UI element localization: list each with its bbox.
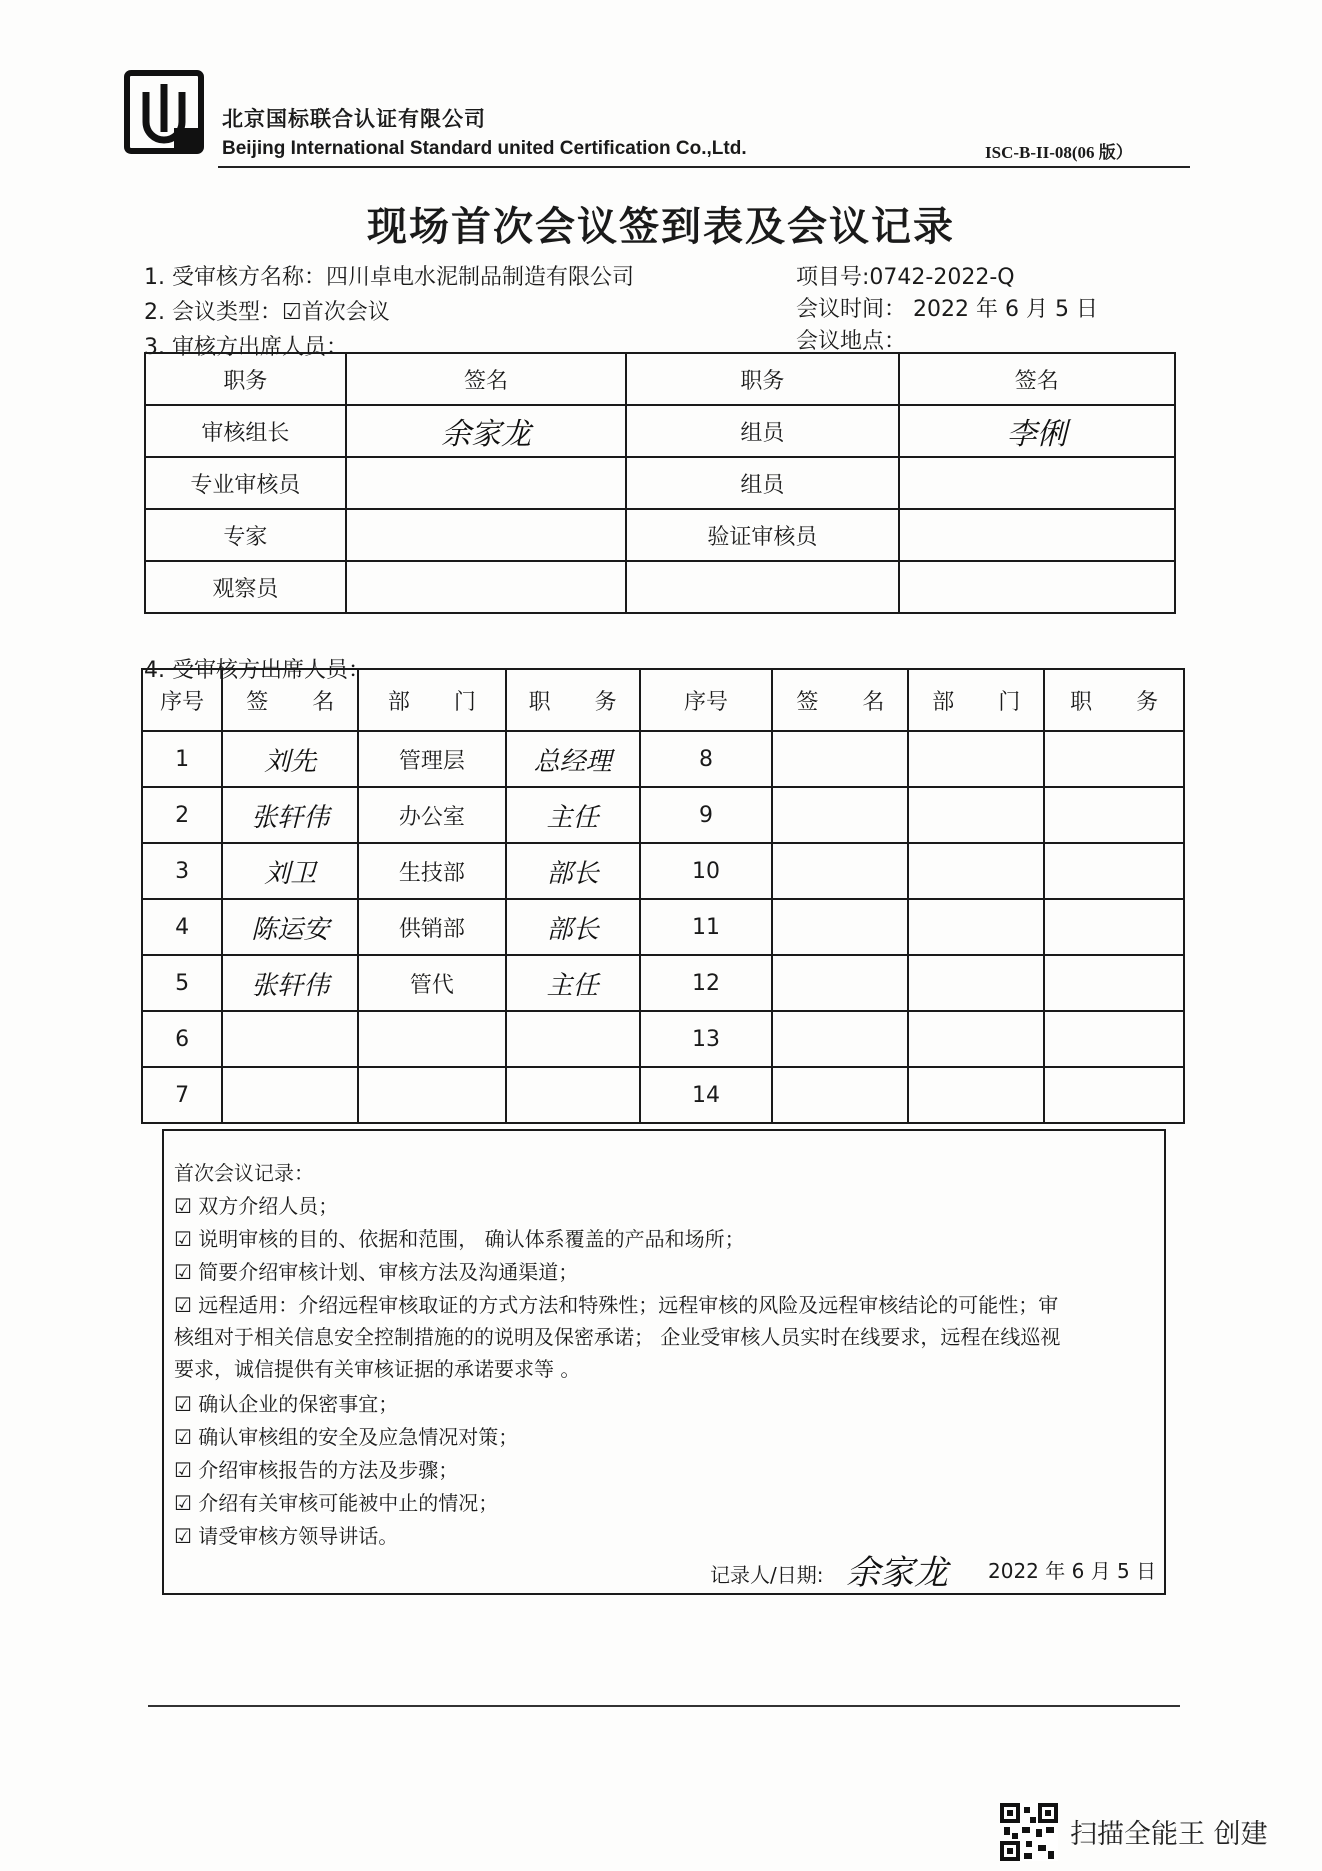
row-number: 2 — [142, 787, 222, 843]
meeting-type: 2. 会议类型：☑首次会议 — [144, 300, 390, 325]
meeting-notes-box — [162, 1129, 1166, 1595]
role-cell — [626, 561, 898, 613]
row-number: 12 — [640, 955, 773, 1011]
signature-cell — [899, 509, 1175, 561]
notes-item: 核组对于相关信息安全控制措施的的说明及保密承诺； 企业受审核人员实时在线要求，远程在线巡视 — [174, 1325, 1061, 1349]
table-row — [142, 731, 1184, 787]
row-number: 9 — [640, 787, 773, 843]
department-cell: 生技部 — [358, 843, 506, 899]
row-number: 11 — [640, 899, 773, 955]
row-number: 8 — [640, 731, 773, 787]
table-row — [142, 1067, 1184, 1123]
position-cell: 主任 — [506, 787, 640, 843]
auditor-attendance-table — [144, 352, 1176, 614]
row-number: 3 — [142, 843, 222, 899]
page-title: 现场首次会议签到表及会议记录 — [367, 204, 955, 250]
notes-item: ☑ 简要介绍审核计划、审核方法及沟通渠道； — [174, 1260, 579, 1284]
project-number: 项目号:0742-2022-Q — [796, 265, 1015, 290]
table-row — [145, 561, 1175, 613]
notes-item: ☑ 说明审核的目的、依据和范围， 确认体系覆盖的产品和场所； — [174, 1227, 745, 1251]
position-cell: 主任 — [506, 955, 640, 1011]
row-number: 13 — [640, 1011, 773, 1067]
signature-cell — [772, 787, 908, 843]
header-cell: 签名 — [899, 353, 1175, 405]
department-cell — [358, 1011, 506, 1067]
signature-cell: 张轩伟 — [222, 955, 358, 1011]
department-cell: 办公室 — [358, 787, 506, 843]
position-cell: 总经理 — [506, 731, 640, 787]
position-cell — [1044, 955, 1184, 1011]
notes-title: 首次会议记录： — [174, 1161, 314, 1185]
row-number: 10 — [640, 843, 773, 899]
document-code: ISC-B-II-08(06 版） — [985, 143, 1133, 162]
footer-divider — [148, 1705, 1180, 1707]
header-cell: 职 务 — [506, 669, 640, 731]
audited-party: 1. 受审核方名称：四川卓电水泥制品制造有限公司 — [144, 265, 634, 290]
signature-cell — [772, 731, 908, 787]
header-cell: 序号 — [142, 669, 222, 731]
department-cell: 管理层 — [358, 731, 506, 787]
signature-cell — [772, 955, 908, 1011]
department-cell — [358, 1067, 506, 1123]
table-row — [142, 899, 1184, 955]
department-cell — [908, 955, 1044, 1011]
table-row — [145, 509, 1175, 561]
recorder-label: 记录人/日期: — [710, 1563, 824, 1587]
table-row — [145, 405, 1175, 457]
signature-cell — [346, 509, 626, 561]
meeting-time: 会议时间： 2022 年 6 月 5 日 — [796, 297, 1098, 322]
scanner-watermark: 扫描全能王 创建 — [1070, 1819, 1268, 1850]
role-cell: 组员 — [626, 405, 898, 457]
header-cell: 部 门 — [358, 669, 506, 731]
row-number: 6 — [142, 1011, 222, 1067]
signature-cell — [772, 1011, 908, 1067]
signature-cell — [899, 457, 1175, 509]
role-cell: 组员 — [626, 457, 898, 509]
department-cell — [908, 787, 1044, 843]
header-cell: 职务 — [626, 353, 898, 405]
department-cell — [908, 843, 1044, 899]
notes-item: ☑ 确认审核组的安全及应急情况对策； — [174, 1425, 519, 1449]
meeting-place: 会议地点： — [796, 329, 907, 354]
signature-cell — [222, 1067, 358, 1123]
role-cell: 审核组长 — [145, 405, 346, 457]
recorder-date: 2022 年 6 月 5 日 — [988, 1559, 1157, 1583]
header-divider — [218, 166, 1190, 168]
notes-item: 要求，诚信提供有关审核证据的承诺要求等 。 — [174, 1357, 581, 1381]
signature-cell: 陈运安 — [222, 899, 358, 955]
department-cell: 管代 — [358, 955, 506, 1011]
department-cell — [908, 899, 1044, 955]
position-cell — [1044, 787, 1184, 843]
header-cell: 部 门 — [908, 669, 1044, 731]
signature-cell: 李俐 — [899, 405, 1175, 457]
role-cell: 观察员 — [145, 561, 346, 613]
role-cell: 专业审核员 — [145, 457, 346, 509]
qr-code-icon — [1000, 1803, 1058, 1861]
position-cell — [506, 1011, 640, 1067]
table-row — [145, 457, 1175, 509]
position-cell: 部长 — [506, 899, 640, 955]
position-cell — [1044, 1067, 1184, 1123]
table-row — [142, 955, 1184, 1011]
table-row — [142, 843, 1184, 899]
header-cell: 序号 — [640, 669, 773, 731]
company-name-en: Beijing International Standard united Certification Co.,Ltd. — [222, 138, 747, 159]
signature-cell — [772, 843, 908, 899]
notes-item: ☑ 请受审核方领导讲话。 — [174, 1524, 399, 1548]
header-cell: 签 名 — [222, 669, 358, 731]
auditee-attendees-label: 4. 受审核方出席人员： — [144, 658, 370, 683]
row-number: 5 — [142, 955, 222, 1011]
signature-cell: 张轩伟 — [222, 787, 358, 843]
signature-cell — [772, 1067, 908, 1123]
position-cell — [1044, 1011, 1184, 1067]
department-cell — [908, 1067, 1044, 1123]
department-cell — [908, 1011, 1044, 1067]
recorder-signature: 余家龙 — [846, 1553, 948, 1593]
row-number: 1 — [142, 731, 222, 787]
department-cell: 供销部 — [358, 899, 506, 955]
header-cell: 职 务 — [1044, 669, 1184, 731]
role-cell: 验证审核员 — [626, 509, 898, 561]
auditor-attendees-label: 3. 审核方出席人员： — [144, 335, 348, 360]
notes-item: ☑ 介绍有关审核可能被中止的情况； — [174, 1491, 499, 1515]
notes-item: ☑ 确认企业的保密事宜； — [174, 1392, 399, 1416]
company-logo — [124, 70, 204, 154]
notes-item: ☑ 远程适用：介绍远程审核取证的方式方法和特殊性；远程审核的风险及远程审核结论的可能性；审 — [174, 1293, 1059, 1317]
position-cell: 部长 — [506, 843, 640, 899]
position-cell — [1044, 731, 1184, 787]
signature-cell — [222, 1011, 358, 1067]
auditee-attendance-table — [141, 668, 1185, 1124]
company-name-cn: 北京国标联合认证有限公司 — [222, 107, 486, 131]
signature-cell — [346, 561, 626, 613]
row-number: 14 — [640, 1067, 773, 1123]
header-cell: 职务 — [145, 353, 346, 405]
notes-item: ☑ 双方介绍人员； — [174, 1194, 339, 1218]
position-cell — [1044, 899, 1184, 955]
notes-item: ☑ 介绍审核报告的方法及步骤； — [174, 1458, 459, 1482]
header-cell: 签 名 — [772, 669, 908, 731]
table-row — [142, 787, 1184, 843]
signature-cell: 余家龙 — [346, 405, 626, 457]
role-cell: 专家 — [145, 509, 346, 561]
row-number: 7 — [142, 1067, 222, 1123]
position-cell — [506, 1067, 640, 1123]
position-cell — [1044, 843, 1184, 899]
department-cell — [908, 731, 1044, 787]
signature-cell: 刘先 — [222, 731, 358, 787]
signature-cell — [772, 899, 908, 955]
header-cell: 签名 — [346, 353, 626, 405]
table-row — [142, 1011, 1184, 1067]
row-number: 4 — [142, 899, 222, 955]
signature-cell — [346, 457, 626, 509]
signature-cell — [899, 561, 1175, 613]
signature-cell: 刘卫 — [222, 843, 358, 899]
